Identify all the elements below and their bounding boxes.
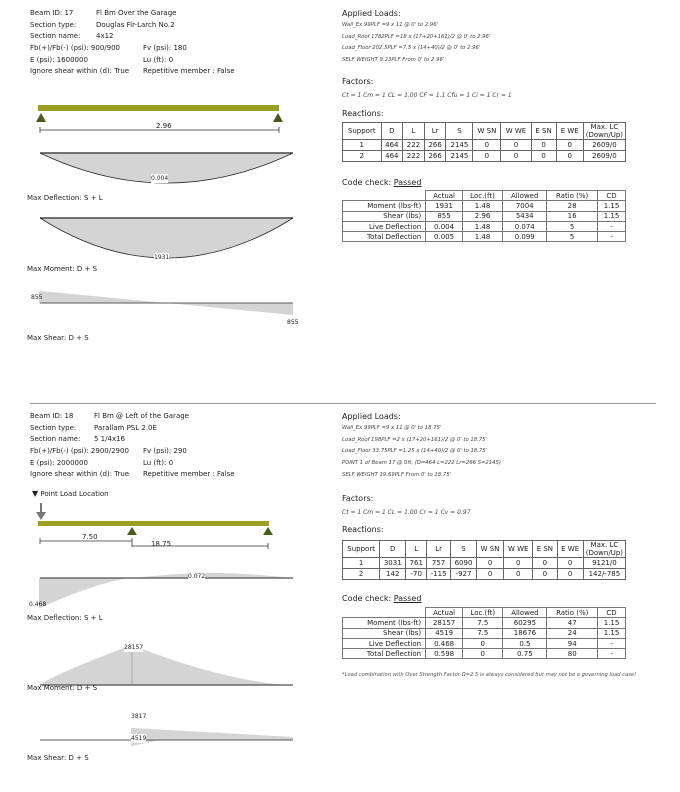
beam-18-reactions-table <box>342 540 626 580</box>
table-row: Live Deflection 0.004 1.48 0.074 5 - <box>343 221 626 231</box>
beam-18-applied-loads: Applied Loads: Wall_Ex 99PLF =9 x 11 @ 0' to 18.75' Load_Roof 198PLF =2 x (17+20+161)/2 @ 0' to 18.75' Load_Floor 33.75PLF =1.25 x (14+40)/2 @ 0' to 18.75' POINT 1 of Beam 17 @ 0ft, (D=464 L=222 Lr=266 S=2145) SELF WEIGHT 19.69PLF From 0' to 18.75' <box>342 412 501 478</box>
beam-17-properties-2: Fb(+)/Fb(-) (psi): 900/900 Fv (psi): 180 E (psi): 1600000 Lu (ft): 0 Ignore shear within (d): True Repetitive member : False <box>30 44 235 75</box>
beam-18-shear-top: 3817 <box>131 713 147 720</box>
beam-18-properties-2: Fb(+)/Fb(-) (psi): 2900/2900 Fv (psi): 290 E (psi): 2000000 Lu (ft): 0 Ignore shear within (d): True Repetitive member : False <box>30 447 235 478</box>
table-row: 2 464 222 266 2145 0 0 0 0 2609/0 <box>343 151 626 162</box>
beam-18-shear-hatch <box>132 728 292 746</box>
table-row: Total Deflection 0.005 1.48 0.099 5 - <box>343 232 626 242</box>
beam-17-shear-label: Max Shear: D + S <box>27 334 89 342</box>
table-header-row: Actual Loc.(ft) Allowed Ratio (%) CD <box>343 608 626 618</box>
beam-17-defl-label: Max Deflection: S + L <box>27 194 103 202</box>
beam-18-defl-label: Max Deflection: S + L <box>27 614 103 622</box>
beam-18-moment-hatch <box>42 645 284 685</box>
beam-17-applied-loads: Applied Loads: Wall_Ex 99PLF =9 x 11 @ 0' to 2.96' Load_Roof 1782PLF =18 x (17+20+161)/2 @ 0' to 2.96' Load_Floor 202.5PLF =7.5 x (14+40)/2 @ 0' to 2.96' SELF WEIGHT 9.23PLF From 0' to 2.96' <box>342 9 491 64</box>
beam-17-shear-left: 855 <box>31 294 43 301</box>
table-row: 1 3031 761 757 6090 0 0 0 0 9121/0 <box>343 558 626 569</box>
beam-17-moment-label: Max Moment: D + S <box>27 265 98 273</box>
beam-17-reactions-table <box>342 122 626 162</box>
beam-17-code-check-table <box>342 190 626 242</box>
point-load-arrow-icon <box>36 512 46 520</box>
load-combination-note: *Load combination with Over Strength Factor Ω=2.5 is always considered but may not be a governing load case! <box>342 672 637 678</box>
reactions-title: Reactions: <box>342 109 384 118</box>
table-row: Shear (lbs) 4519 7.5 18676 24 1.15 <box>343 628 626 638</box>
down-arrow-icon: ▼ <box>32 489 39 498</box>
beam-18-span-left: 7.50 <box>82 533 98 541</box>
beam-18-moment-value: 28157 <box>124 644 144 651</box>
table-row: Moment (lbs-ft) 1931 1.48 7004 28 1.15 <box>343 201 626 211</box>
table-row: Live Deflection 0.468 0 0.5 94 - <box>343 638 626 648</box>
beam-17-defl-value: 0.004 <box>151 175 169 182</box>
beam-18-defl-value: 0.072 <box>188 573 206 580</box>
table-row: Total Deflection 0.598 0 0.75 80 - <box>343 649 626 659</box>
table-row: Shear (lbs) 855 2.96 5434 16 1.15 <box>343 211 626 221</box>
code-check: Code check: Passed <box>342 594 422 603</box>
table-header-row: Support D L Lr S W SN W WE E SN E WE Max. LC (Down/Up) <box>343 541 626 558</box>
beam-17-moment-value: 1931 <box>154 254 170 261</box>
beam-18-member <box>38 521 269 526</box>
beam-18-moment-label: Max Moment: D + S <box>27 684 98 692</box>
beam-18-shear-label: Max Shear: D + S <box>27 754 89 762</box>
beam-17-properties: Beam ID: 17 Fl Bm Over the Garage Section type: Douglas Fir-Larch No.2 Section name: 4x12 <box>30 9 177 40</box>
applied-loads-title: Applied Loads: <box>342 9 401 18</box>
table-header-row: Actual Loc.(ft) Allowed Ratio (%) CD <box>343 191 626 201</box>
table-row: 2 142 -70 -115 -927 0 0 0 0 142/-785 <box>343 569 626 580</box>
beam-18-span: 18.75 <box>151 540 172 548</box>
beam-18-diagram <box>0 0 340 770</box>
code-check: Code check: Passed <box>342 178 422 187</box>
support-mid-icon <box>127 527 137 535</box>
support-right-icon <box>263 527 273 535</box>
beam-17-shear-right: 855 <box>287 319 299 326</box>
applied-loads-title: Applied Loads: <box>342 412 401 421</box>
table-row: Moment (lbs-ft) 28157 7.5 60295 47 1.15 <box>343 618 626 628</box>
beam-17-span-label: 2.96 <box>156 122 172 130</box>
table-row: 1 464 222 266 2145 0 0 0 0 2609/0 <box>343 140 626 151</box>
factors-values: Ct = 1 Cm = 1 CL = 1.00 CF = 1.1 Cfu = 1 Ci = 1 Cr = 1 <box>342 92 512 99</box>
factors-title: Factors: <box>342 494 374 503</box>
beam-18-defl-left: 0.468 <box>29 601 47 608</box>
beam-18-shear-bottom: 4519 <box>131 735 147 742</box>
reactions-title: Reactions: <box>342 525 384 534</box>
beam-18-properties: Beam ID: 18 Fl Bm @ Left of the Garage Section type: Parallam PSL 2.0E Section name: 5 1/4x16 <box>30 412 189 443</box>
factors-title: Factors: <box>342 77 374 86</box>
table-header-row: Support D L Lr S W SN W WE E SN E WE Max. LC (Down/Up) <box>343 123 626 140</box>
beam-18-code-check-table <box>342 607 626 659</box>
point-load-legend: ▼ Point Load Location <box>32 489 109 498</box>
factors-values: Ct = 1 Cm = 1 CL = 1.00 Cr = 1 Cv = 0.97 <box>342 509 471 516</box>
